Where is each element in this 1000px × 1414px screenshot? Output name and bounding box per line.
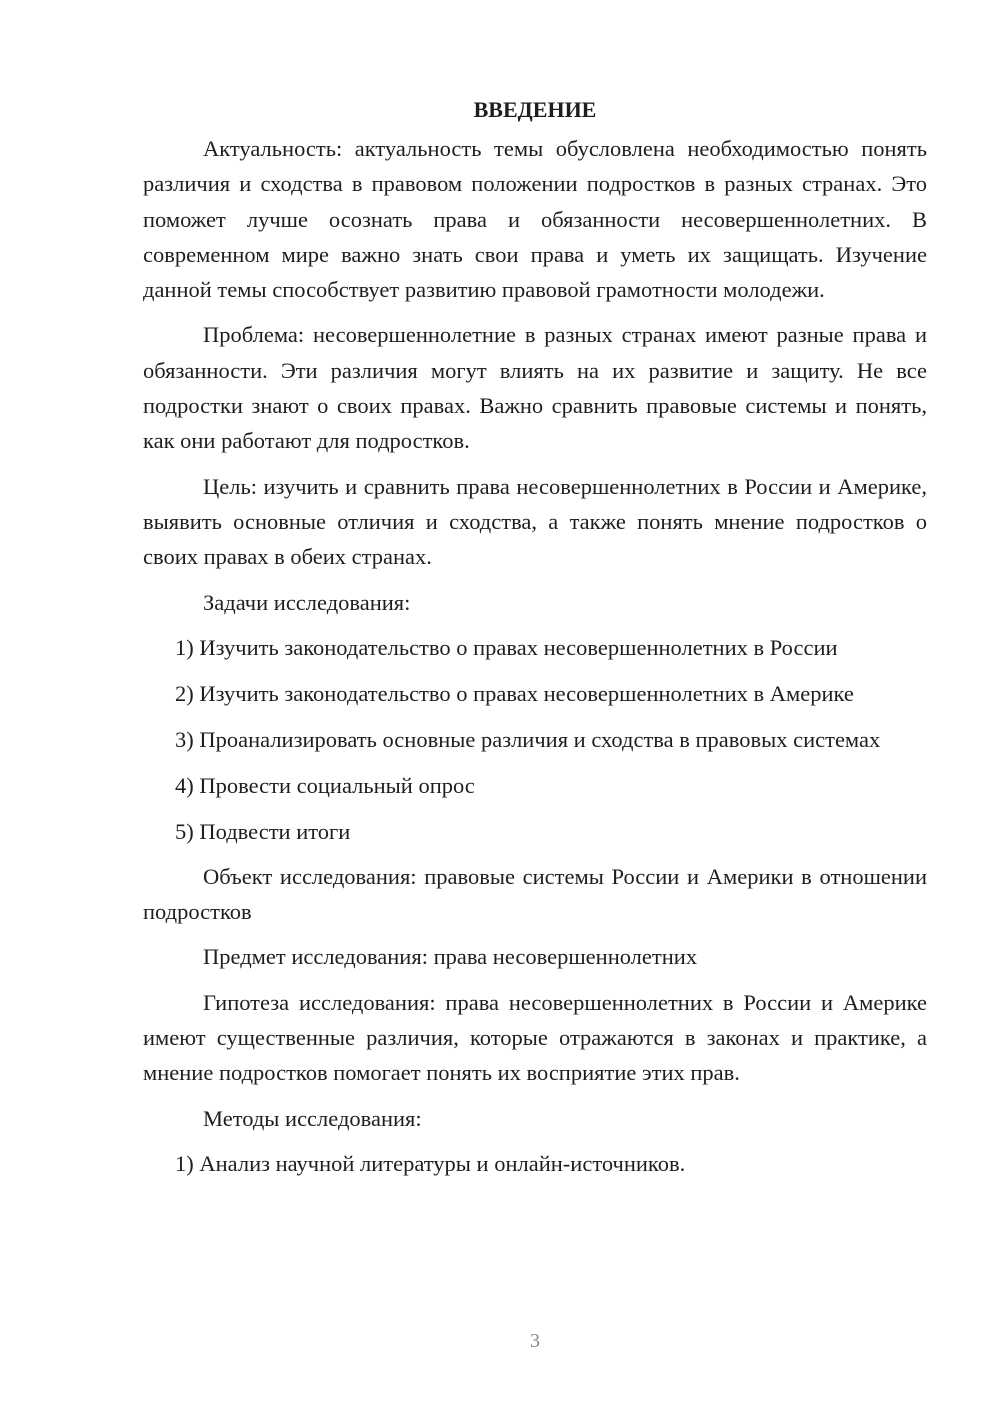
goal-paragraph: Цель: изучить и сравнить права несовершеннолетних в России и Америке, выявить основные отличия и сходства, а также понять мнение подростков о своих правах в обеих странах.	[143, 473, 927, 570]
relevance-paragraph: Актуальность: актуальность темы обусловлена необходимостью понять различия и сходства в правовом положении подростков в разных странах. Это поможет лучше осознать права и обязанности несовершеннолетних. В современном мире важно знать свои права и уметь их защищать. Изучение данной темы способствует развитию правовой грамотности молодежи.	[143, 136, 927, 303]
problem-paragraph: Проблема: несовершеннолетние в разных странах имеют разные права и обязанности. Эти различия могут влиять на их развитие и защиту. Не все подростки знают о своих правах. Важно сравнить правовые системы и понять, как они работают для подростков.	[143, 322, 927, 454]
task-item: 5) Подвести итоги	[175, 818, 351, 844]
hypothesis-paragraph: Гипотеза исследования: права несовершеннолетних в России и Америке имеют существенные различия, которые отражаются в законах и практике, а мнение подростков помогает понять их восприятие этих прав.	[143, 989, 927, 1086]
methods-heading: Методы исследования:	[203, 1105, 422, 1131]
section-title: ВВЕДЕНИЕ	[473, 97, 597, 122]
page-number: 3	[530, 1330, 540, 1352]
object-paragraph: Объект исследования: правовые системы России и Америки в отношении подростков	[143, 863, 927, 925]
method-item: 1) Анализ научной литературы и онлайн-источников.	[175, 1151, 686, 1177]
subject-paragraph: Предмет исследования: права несовершеннолетних	[203, 944, 698, 970]
task-item: 2) Изучить законодательство о правах несовершеннолетних в Америке	[175, 681, 854, 707]
document-page	[143, 92, 927, 1182]
task-item: 3) Проанализировать основные различия и сходства в правовых системах	[175, 726, 881, 752]
tasks-heading: Задачи исследования:	[203, 589, 411, 615]
task-item: 4) Провести социальный опрос	[175, 772, 475, 798]
task-item: 1) Изучить законодательство о правах несовершеннолетних в России	[175, 635, 838, 661]
